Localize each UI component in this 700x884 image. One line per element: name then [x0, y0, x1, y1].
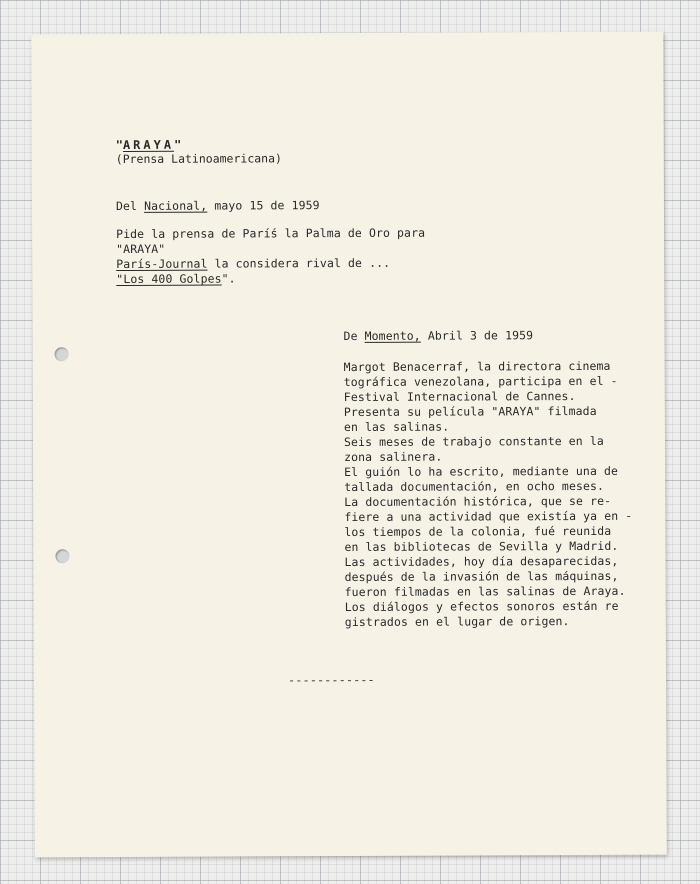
section2-source-name: Momento, — [364, 328, 421, 343]
section2-line: en las bibliotecas de Sevilla y Madrid. — [344, 538, 619, 555]
section2-line: Los diálogos y efectos sonoros están re — [344, 598, 619, 615]
section1-line: "Los 400 Golpes". — [116, 271, 236, 287]
section2-line: El guión lo ha escrito, mediante una de — [344, 463, 619, 480]
section2-line: Las actividades, hoy día desaparecidas, — [344, 553, 619, 570]
punch-hole-bottom — [55, 549, 69, 563]
section2-line: Margot Benacerraf, la directora cinema — [343, 358, 611, 375]
section2-line: después de la invasión de las máquinas, — [344, 568, 619, 585]
section2-line: fiere a una actividad que existía ya en - — [344, 508, 633, 525]
section2-line: Presenta su película "ARAYA" filmada — [343, 403, 597, 420]
section1-line: "ARAYA" — [116, 241, 166, 257]
section2-line: La documentación histórica, que se re- — [344, 493, 612, 510]
section2-source-line: De Momento, Abril 3 de 1959 — [343, 328, 534, 344]
section2-line: tográfica venezolana, participa en el - — [343, 373, 618, 390]
section2-line: Seis meses de trabajo constante en la — [343, 433, 604, 450]
section2-line: tallada documentación, en ocho meses. — [344, 478, 605, 495]
section2-line: zona salinera. — [344, 449, 443, 465]
document-title: "ARAYA" — [115, 137, 182, 153]
punch-hole-top — [55, 347, 69, 361]
section1-source-line: Del Nacional, mayo 15 de 1959 — [115, 198, 320, 214]
section1-source-name: Nacional, — [144, 198, 208, 213]
document-subtitle: (Prensa Latinoamericana) — [115, 151, 282, 167]
document-page — [31, 32, 667, 858]
section2-line: fueron filmadas en las salinas de Araya. — [344, 583, 626, 600]
section2-line: Festival Internacional de Cannes. — [343, 389, 576, 405]
section2-line: en las salinas. — [343, 419, 450, 435]
separator-line: ------------ — [287, 672, 375, 688]
section2-line: los tiempos de la colonia, fué reunida — [344, 523, 612, 540]
section1-line: París-Journal la considera rival de ... — [116, 255, 391, 272]
section1-line: Pide la prensa de Parí́s la Palma de Oro para — [116, 225, 426, 242]
section2-line: gistrados en el lugar de origen. — [344, 614, 570, 630]
